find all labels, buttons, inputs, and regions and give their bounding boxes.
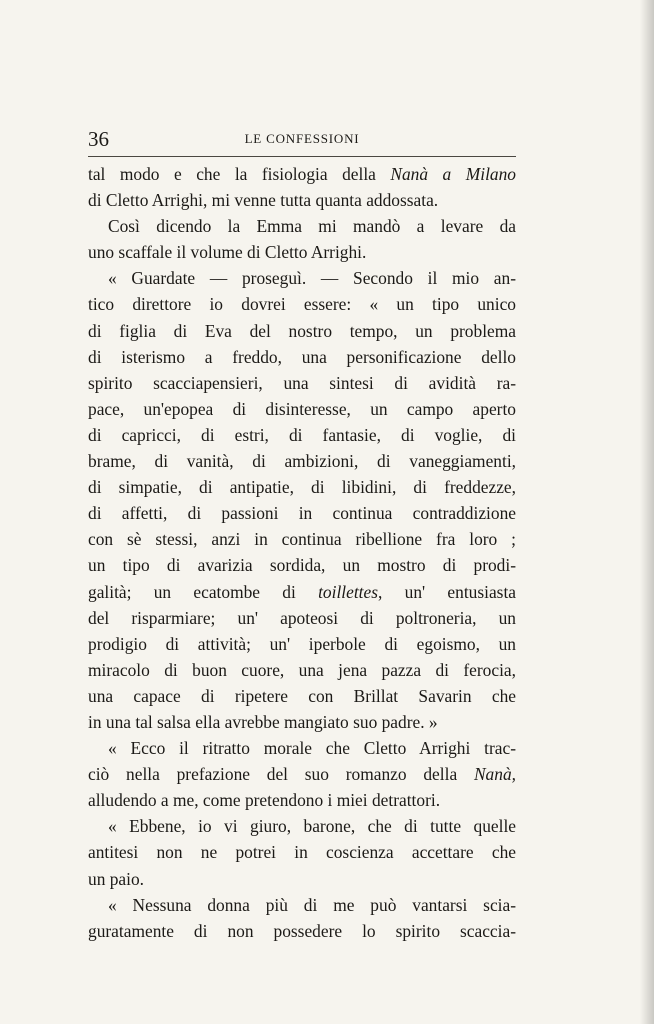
text-line bbox=[88, 813, 516, 839]
text-line bbox=[88, 396, 516, 422]
text-segment: di affetti, di passioni in continua contraddizione bbox=[88, 503, 516, 524]
text-line bbox=[88, 500, 516, 526]
text-segment: in una tal salsa ella avrebbe mangiato suo padre. » bbox=[88, 711, 438, 732]
text-segment: tal modo e che la fisiologia della bbox=[88, 164, 391, 184]
text-segment: Così dicendo la Emma mi mandò a levare da bbox=[108, 216, 516, 237]
italic-text-segment: Nanà a Milano bbox=[390, 164, 516, 184]
text-line bbox=[88, 605, 516, 631]
text-segment: con sè stessi, anzi in continua ribellione fra loro ; bbox=[88, 529, 516, 550]
text-line bbox=[88, 213, 516, 239]
text-segment: un paio. bbox=[88, 868, 145, 889]
text-line bbox=[88, 344, 516, 370]
text-segment: di Cletto Arrighi, mi venne tutta quanta addossata. bbox=[88, 190, 439, 211]
text-segment: prodigio di attività; un' iperbole di egoismo, un bbox=[88, 633, 516, 654]
text-segment: di isterismo a freddo, una personificazione dello bbox=[88, 346, 516, 367]
text-segment: un tipo di avarizia sordida, un mostro di prodi- bbox=[88, 555, 516, 576]
text-segment: antitesi non ne potrei in coscienza accettare che bbox=[88, 842, 516, 863]
text-segment: galità; un ecatombe di bbox=[88, 581, 319, 602]
text-line bbox=[88, 526, 516, 552]
text-line bbox=[88, 866, 516, 892]
page-header bbox=[88, 126, 516, 152]
text-line bbox=[88, 370, 516, 396]
text-segment: « Guardate — proseguì. — Secondo il mio an- bbox=[108, 268, 516, 289]
text-line bbox=[88, 709, 516, 735]
text-line bbox=[88, 918, 516, 944]
page-number: 36 bbox=[88, 127, 109, 151]
text-line bbox=[88, 265, 516, 291]
text-segment: di simpatie, di antipatie, di libidini, di freddezze, bbox=[88, 477, 516, 498]
italic-text-segment: toillettes bbox=[318, 581, 378, 602]
text-line bbox=[88, 291, 516, 317]
text-segment: « Nessuna donna più di me può vantarsi scia- bbox=[108, 894, 516, 915]
running-title: LE CONFESSIONI bbox=[244, 131, 360, 146]
text-segment: , un' entusiasta bbox=[378, 581, 516, 602]
text-line bbox=[88, 892, 516, 918]
text-segment: del risparmiare; un' apoteosi di poltroneria, un bbox=[88, 607, 516, 628]
text-segment: ciò nella prefazione del suo romanzo della bbox=[88, 764, 474, 785]
text-line bbox=[88, 474, 516, 500]
text-line bbox=[88, 683, 516, 709]
text-segment: tico direttore io dovrei essere: « un tipo unico bbox=[88, 294, 516, 315]
text-segment: pace, un'epopea di disinteresse, un campo aperto bbox=[88, 398, 516, 419]
text-segment: alludendo a me, come pretendono i miei detrattori. bbox=[88, 790, 441, 811]
text-line bbox=[88, 161, 516, 187]
header-rule bbox=[88, 156, 516, 157]
text-line bbox=[88, 448, 516, 474]
text-segment: « Ebbene, io vi giuro, barone, che di tutte quelle bbox=[108, 816, 516, 837]
text-line bbox=[88, 552, 516, 578]
text-segment: miracolo di buon cuore, una jena pazza di ferocia, bbox=[88, 659, 516, 680]
text-segment: guratamente di non possedere lo spirito scaccia- bbox=[88, 920, 516, 941]
text-line bbox=[88, 318, 516, 344]
text-line bbox=[88, 787, 516, 813]
text-segment: spirito scacciapensieri, una sintesi di avidità ra- bbox=[88, 372, 516, 393]
text-line bbox=[88, 579, 516, 605]
text-segment: una capace di ripetere con Brillat Savarin che bbox=[88, 685, 516, 706]
body-text bbox=[88, 161, 516, 944]
page-edge-shadow bbox=[640, 0, 654, 1024]
text-segment: « Ecco il ritratto morale che Cletto Arrighi trac- bbox=[108, 738, 516, 759]
text-line bbox=[88, 657, 516, 683]
text-line bbox=[88, 761, 516, 787]
text-line bbox=[88, 839, 516, 865]
text-segment: di figlia di Eva del nostro tempo, un problema bbox=[88, 320, 516, 341]
text-segment: uno scaffale il volume di Cletto Arrighi. bbox=[88, 242, 367, 263]
text-line bbox=[88, 631, 516, 657]
text-line bbox=[88, 735, 516, 761]
text-segment: brame, di vanità, di ambizioni, di vaneggiamenti, bbox=[88, 451, 516, 472]
text-line bbox=[88, 187, 516, 213]
text-segment: di capricci, di estri, di fantasie, di voglie, di bbox=[88, 424, 516, 445]
text-line bbox=[88, 239, 516, 265]
italic-text-segment: Nanà, bbox=[473, 764, 516, 785]
text-line bbox=[88, 422, 516, 448]
